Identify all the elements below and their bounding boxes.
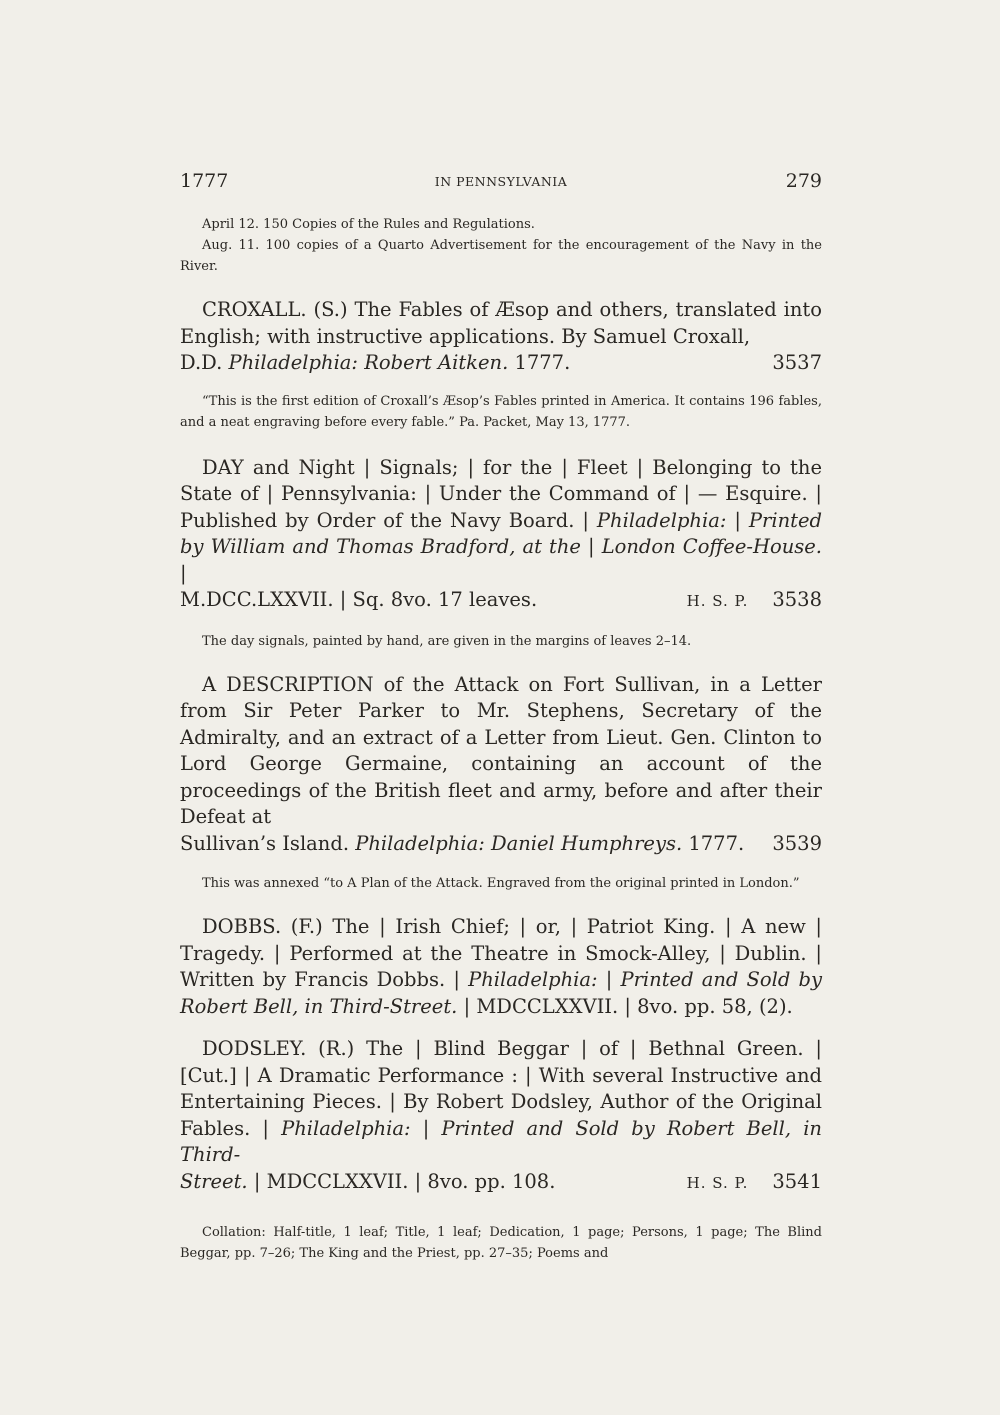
entry-3538 (180, 455, 822, 615)
entry-body-text: DOBBS. (F.) The | Irish Chief; | or, | Patriot King. | A new | Tragedy. | Performed at the Theatre in Smock-Alley, | Dublin. | Written by Francis Dobbs. | (180, 915, 822, 991)
header-year: 1777 (180, 170, 229, 192)
entry-body (180, 1036, 822, 1169)
entry-last-prefix: Sullivan’s Island. (180, 831, 356, 855)
entry-number: 3538 (772, 588, 822, 611)
note-3537 (180, 391, 822, 433)
entry-last-suffix: | MDCCLXXVII. | 8vo. pp. 108. (247, 1169, 556, 1193)
entry-last-suffix: 1777. (508, 351, 571, 374)
entry-last-suffix: 1777. (682, 831, 745, 855)
entry-body-text: DAY and Night | Signals; | for the | Fleet | Belonging to the State of | Pennsylvania: | Under the Command of | — Esquire. | Published by Order of the Navy Board. | (180, 455, 822, 532)
entry-last-line (180, 831, 822, 858)
entry-last-prefix: D.D. (180, 351, 229, 374)
entry-last-italic: Street. (180, 1169, 248, 1193)
entry-body (180, 914, 822, 1020)
entry-last-line (180, 587, 822, 615)
entry-last-line (180, 350, 822, 377)
entry-note: This was annexed “to A Plan of the Attack. Engraved from the original printed in London.” (202, 876, 800, 891)
entry-body-tail: | MDCCLXXVII. | 8vo. pp. 58, (2). (457, 994, 793, 1018)
entry-number: 3541 (772, 1169, 822, 1193)
intro-note-1: April 12. 150 Copies of the Rules and Regulations. (202, 217, 535, 232)
entry-note: Collation: Half-title, 1 leaf; Title, 1 leaf; Dedication, 1 page; Persons, 1 page; The Blind Beggar, pp. 7–26; The King and the Priest, pp. 27–35; Poems and (180, 1225, 822, 1261)
entry-3539 (180, 672, 822, 858)
intro-note-2: Aug. 11. 100 copies of a Quarto Advertisement for the encouragement of the Navy in the River. (180, 238, 822, 274)
entry-imprint: Philadelphia: | Printed by William and Thomas Bradford, at the | London Coffee-House. (180, 508, 822, 558)
running-head (180, 170, 822, 200)
entry-body (180, 455, 822, 588)
entry-body-text: DODSLEY. (R.) The | Blind Beggar | of | Bethnal Green. | [Cut.] | A Dramatic Performance : | With several Instructive and Entertaining Pieces. | By Robert Dodsley, Author of the Original Fables. | (180, 1037, 822, 1140)
entry-note: “This is the first edition of Croxall’s Æsop’s Fables printed in America. It contains 196 fables, and a neat engraving before every fable.” Pa. Packet, May 13, 1777. (180, 393, 822, 430)
entry-imprint: Philadelphia: Robert Aitken. (228, 351, 509, 374)
entry-imprint: Philadelphia: Daniel Humphreys. (355, 831, 683, 855)
entry-3537 (180, 297, 822, 377)
entry-last-line (180, 1169, 822, 1197)
entry-location: H. S. P. (686, 1173, 749, 1192)
entry-dobbs (180, 914, 822, 1020)
entry-number: 3539 (772, 831, 822, 855)
entry-location: H. S. P. (686, 592, 749, 610)
entry-body-tail: | (180, 561, 187, 585)
entry-body: CROXALL. (S.) The Fables of Æsop and others, translated into English; with instructive applications. By Samuel Croxall, (180, 298, 822, 348)
entry-note: The day signals, painted by hand, are given in the margins of leaves 2–14. (202, 633, 692, 649)
entry-imprint: Philadelphia: | Printed and Sold by Robert Bell, in Third-Street. (180, 968, 822, 1018)
entry-3541 (180, 1036, 822, 1196)
entry-number: 3537 (772, 351, 822, 374)
note-3539 (180, 873, 822, 894)
page (180, 170, 822, 1264)
header-title: IN PENNSYLVANIA (434, 174, 568, 189)
entry-imprint: Philadelphia: | Printed and Sold by Robert Bell, in Third- (180, 1116, 822, 1166)
entry-last-prefix: M.DCC.LXXVII. | Sq. 8vo. 17 leaves. (180, 588, 538, 611)
entry-body: A DESCRIPTION of the Attack on Fort Sullivan, in a Letter from Sir Peter Parker to Mr. Stephens, Secretary of the Admiralty, and an extract of a Letter from Lieut. Gen. Clinton to Lord George Germaine, containing an account of the proceedings of the British fleet and army, before and after their Defeat at (180, 672, 822, 828)
intro-notes (180, 214, 822, 277)
note-3538 (180, 631, 822, 652)
header-page-number: 279 (785, 170, 822, 192)
note-3541 (180, 1222, 822, 1264)
